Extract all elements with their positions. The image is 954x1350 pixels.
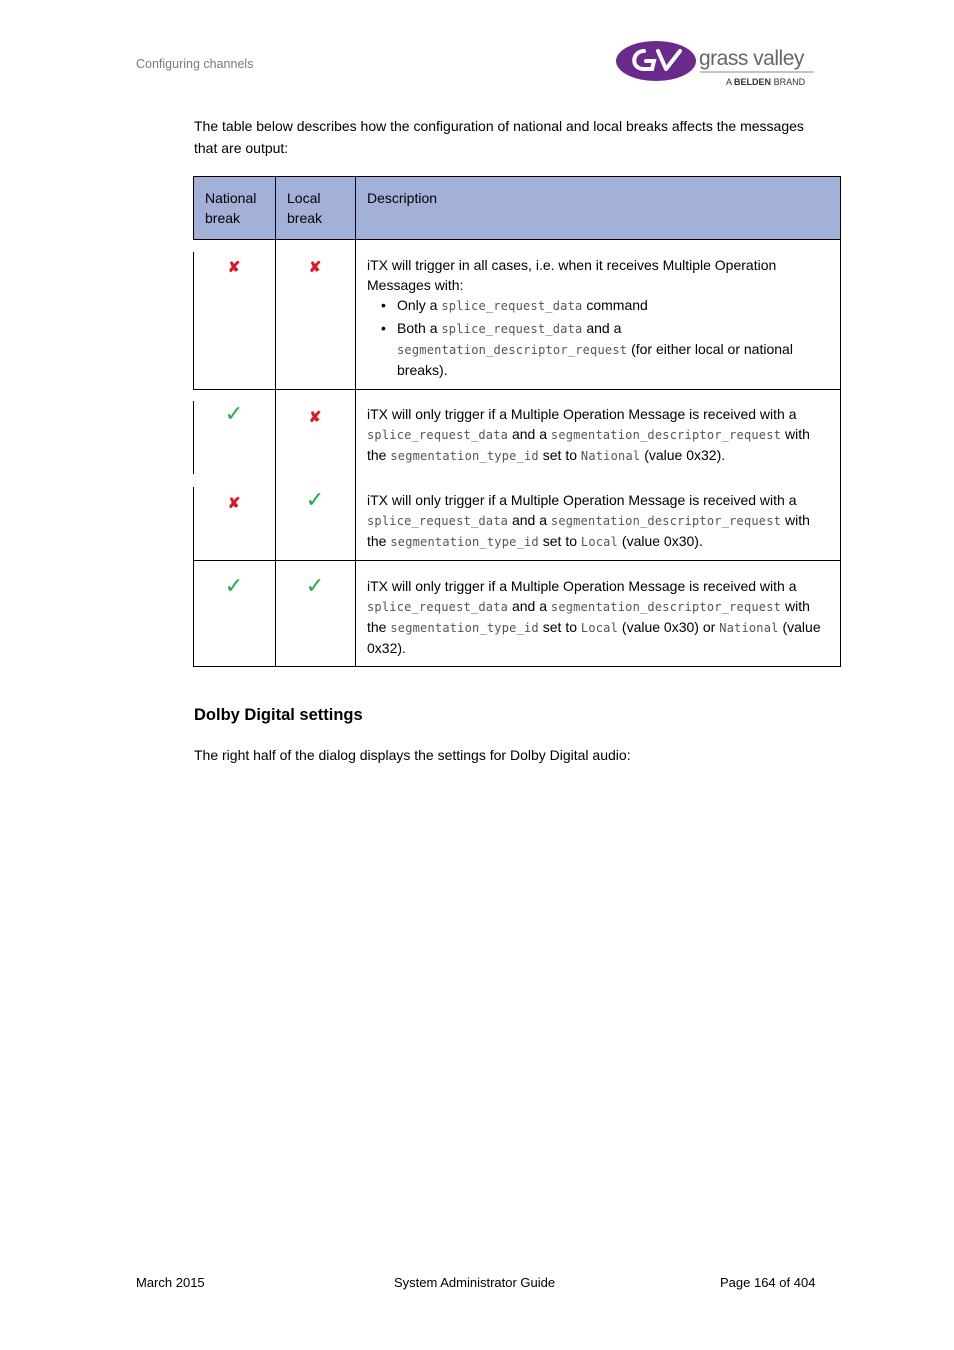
intro-paragraph: The table below describes how the configuration of national and local breaks affects the messages that are output: — [194, 118, 804, 156]
local-break-check-icon: ✓ — [305, 573, 325, 598]
local-break-check-icon: ✓ — [305, 487, 325, 512]
header-description: Description — [367, 190, 438, 206]
national-break-check-icon: ✓ — [224, 401, 244, 426]
header-local-break: Local break — [287, 190, 323, 226]
national-break-check-icon: ✓ — [224, 573, 244, 598]
local-break-cross-icon: ✘ — [308, 409, 322, 426]
section-paragraph: The right half of the dialog displays the settings for Dolby Digital audio: — [194, 747, 631, 763]
section-heading: Dolby Digital settings — [194, 706, 363, 724]
list-item: • Only a splice_request_data command — [397, 295, 833, 316]
running-header-section: Configuring channels — [136, 57, 254, 71]
row-1-description: iTX will trigger in all cases, i.e. when it receives Multiple Operation Messages with: • Only a splice_request_data command • Both a splice_request_data and a segmentation_descriptor_request (for either local or national breaks). — [367, 255, 833, 380]
local-break-cross-icon: ✘ — [308, 259, 322, 276]
row-4-description: iTX will only trigger if a Multiple Operation Message is received with a splice_request_data and a segmentation_descriptor_request with the segmentation_type_id set to Local (value 0x30) or National (value 0x32). — [367, 578, 821, 656]
grass-valley-logo — [614, 37, 819, 89]
logo-tagline: A BELDEN BRAND — [726, 77, 806, 87]
list-item: • Both a splice_request_data and a segmentation_descriptor_request (for either local or national breaks). — [397, 318, 833, 380]
footer-date: March 2015 — [136, 1275, 205, 1290]
national-break-cross-icon: ✘ — [227, 495, 241, 512]
breaks-table — [193, 176, 841, 667]
header-national-break: National break — [205, 190, 257, 226]
logo-brand-text: grass valley — [699, 47, 804, 70]
row-2-description: iTX will only trigger if a Multiple Operation Message is received with a splice_request_data and a segmentation_descriptor_request with the segmentation_type_id set to National (value 0x32). — [367, 406, 810, 463]
footer-title: System Administrator Guide — [394, 1275, 556, 1290]
national-break-cross-icon: ✘ — [227, 259, 241, 276]
row-3-description: iTX will only trigger if a Multiple Operation Message is received with a splice_request_data and a segmentation_descriptor_request with the segmentation_type_id set to Local (value 0x30). — [367, 492, 810, 549]
footer-page-number: Page 164 of 404 — [720, 1275, 816, 1290]
